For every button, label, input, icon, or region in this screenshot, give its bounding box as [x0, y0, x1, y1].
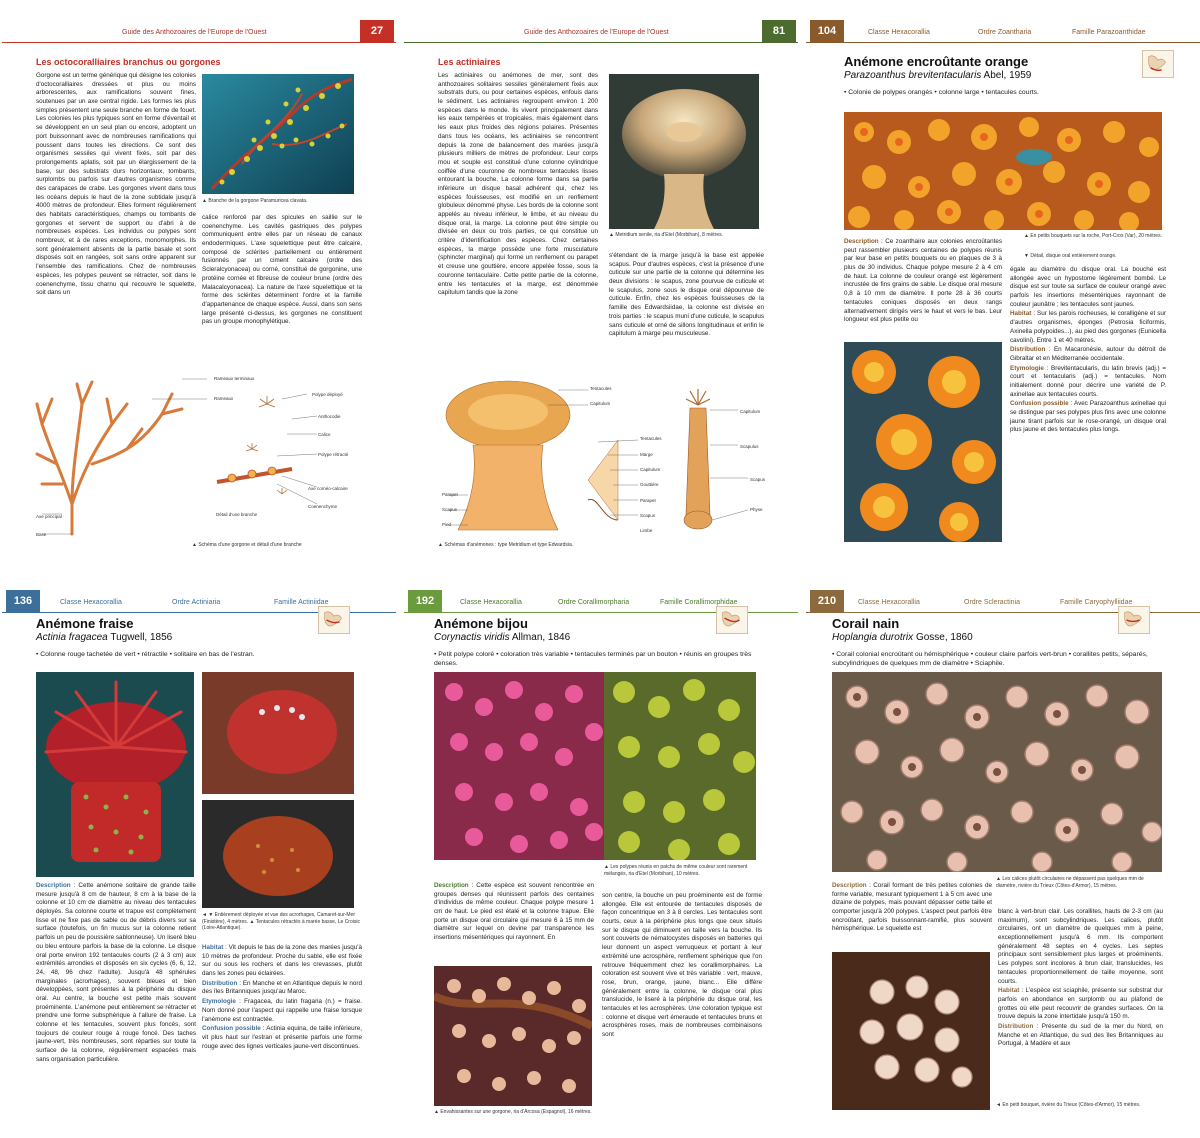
etymologie-paragraph: [1010, 365, 1166, 400]
etymologie-label: Etymologie: [1010, 364, 1044, 372]
distribution-label: Distribution: [1010, 346, 1046, 354]
habitat-label: Habitat: [202, 944, 224, 951]
description-text: : Ce zoanthaire aux colonies encroûtantes peut rassembler plusieurs centaines de polypes réunis par leur base en petits bouquets ou en plaques de 3 à plus de 30 individus. Chaque polype mesure 2 à 4 cm de haut. La colonne de couleur orangé est légèrement incrustée de fins grains de sable. Le disque oral mesure 0,8 à 10 mm de diamètre. Il porte 28 à 36 courts tentacules coniques disposés en deux rangs alternativement dirigés vers le haut et vers le bas. Leur longueur est plus petite ou: [844, 238, 1002, 324]
description-text: : Cette anémone solitaire de grande taille mesure jusqu'à 8 cm de hauteur, 8 cm à la base de la colonne et 10 cm de diamètre au niveau des tentacules déployés. Sa colonne courte et trapue est complètement lisse et ne fixe pas de sable ou de débris divers sur sa surface (toutefois, un fin mucus sur la colonne retient parfois un peu de poussière sablonneuse). Un liseré bleu ou bleu entoure parfois la base de la colonne. Le disque oral porte environ 192 tentacules courts (2 à 3 cm) aux extrémités arrondies et disposés en six cycles (6, 6, 12, 24, 48, 96 chez l'adulte). Jusqu'à 48 sphérules marginales (acrorhages), souvent bleues et bien développées, sont présentes à la périphérie du disque oral. Au centre, la bouche est petite mais souvent proéminente. L'anémone peut entièrement se rétracter et prendre une forme subsphérique à l'allure de fraise. La colonne et les tentacules, souvent plus foncés, sont toujours de couleur rouge à rouge foncé. Des taches jaune-vert, très nombreuses, sont réparties sur toute la surface de la colonne, régulièrement espacées mais sans organisation particulière.: [36, 882, 196, 1063]
body-text-col2: calice renforcé par des spicules en saillie sur le coenenchyme. Les cavités gastriques des polypes communiquent entre elles par un réseau de canaux endodermiques. L'axe squelettique peut être calcaire, composé de sclérites partiellement ou entièrement fusionnés par un ciment calcaire (ordre des Scleralcyonacea) ou corné, constitué de gorgonine, une protéine cornée et fibreuse de couleur brune (ordre des Malacalcyonacea). La nature de l'axe squelettique et la forme des sclérites déterminent l'ordre et la famille d'appartenance de chaque espèce. Aussi, dans son sens large présenté ci-dessus, les gorgones ne constituent pas un groupe monophylétique.: [202, 214, 362, 326]
etymologie-paragraph: [202, 998, 362, 1024]
confusion-text: : Actinia equina, de taille inférieure, vit plus haut sur l'estran et présente parfois une forme rouge avec des lignes verticales jaune-vert discontinues.: [202, 1025, 362, 1050]
distribution-text: : En Manche et en Atlantique depuis le nord des îles Britanniques jusqu'au Maroc.: [202, 979, 362, 996]
diagram-label: Parapet: [640, 498, 656, 503]
ordre-label: Ordre Zoantharia: [978, 29, 1032, 36]
species-photo-2: [434, 966, 592, 1106]
map-icon: [1118, 606, 1150, 634]
confusion-label: Confusion possible: [202, 1025, 261, 1033]
etymologie-text: : Fragacea, du latin fragaria (n.) = fraise. Nom donné pour l'aspect qui rappelle une fraise lorsque l'anémone est contractée.: [202, 998, 362, 1023]
classe-label: Classe Hexacorallia: [858, 599, 920, 606]
habitat-label: Habitat: [998, 987, 1020, 995]
species-photo-main: [36, 672, 194, 877]
author: Tugwell, 1856: [110, 632, 173, 643]
page-number: 81: [762, 20, 796, 42]
species-photo-main: [844, 112, 1162, 230]
author: Gosse, 1860: [915, 632, 973, 643]
diagram-label: Tentacules: [590, 386, 612, 391]
diagram-label: Scapulus: [740, 444, 759, 449]
species-latin: [434, 632, 570, 643]
confusion-paragraph: [1010, 400, 1166, 435]
latin-name: Parazoanthus brevitentacularis: [844, 70, 982, 81]
map-icon: [1142, 50, 1174, 78]
body-text-col2: [202, 944, 362, 1132]
diagram-label: Base: [36, 532, 47, 537]
gorgone-diagram: [32, 374, 362, 539]
etymologie-text: : Brevitentacularis, du latin brevis (adj.) = court et tentacularis (adj.) = tentacules. Nom initialement donné pour décrire une variété de P. axinellae aux tentacules courts.: [1010, 364, 1166, 398]
ordre-label: Ordre Scleractinia: [964, 599, 1021, 606]
diagram-label: Limbe: [640, 528, 653, 533]
diagram-label: Marge: [640, 452, 653, 457]
habitat-text: : Vit depuis le bas de la zone des marées jusqu'à 10 mètres de profondeur. Proche du sable, elle est fixée sur ou sous les rochers et dans les crevasses, plutôt dans les zones peu éclairées.: [202, 944, 362, 978]
page-number: 136: [6, 590, 40, 612]
description-label: Description: [36, 882, 71, 889]
photo-caption-2: ▼ Détail, disque oral entièrement orange.: [1024, 253, 1117, 259]
diagram-caption: ▲ Schémas d'anémones : type Metridium et type Edwardsia.: [438, 542, 574, 548]
map-icon: [716, 606, 748, 634]
traits: • Colonne rouge tachetée de vert • rétractile • solitaire en bas de l'estran.: [36, 651, 255, 658]
page-210: [806, 572, 1200, 1134]
diagram-caption: ▲ Schéma d'une gorgone et détail d'une branche: [192, 542, 302, 548]
traits: • Colonie de polypes orangés • colonne large • tentacules courts.: [844, 89, 1039, 96]
latin-name: Corynactis viridis: [434, 632, 510, 643]
running-header: Guide des Anthozoaires de l'Europe de l'Ouest: [524, 29, 669, 36]
page-192: [404, 572, 798, 1134]
diagram-label: Parapet: [442, 492, 458, 497]
diagram-label: Gouttière: [640, 482, 659, 487]
habitat-label: Habitat: [1010, 310, 1032, 318]
distribution-label: Distribution: [202, 979, 238, 987]
description: [434, 882, 594, 962]
description-text: : Cette espèce est souvent rencontrée en groupes denses qui réunissent parfois des centaines d'individus de même couleur. Chaque polype mesure 1 cm de haut. Le pied est étalé et la colonne trapue. Elle porte un disque oral circulaire qui mesure 6 à 15 mm de diamètre sur lequel on devine par transparence les insertions mésentériques qui rayonnent. En: [434, 882, 594, 942]
etymologie-label: Etymologie: [202, 998, 236, 1006]
page-number: 27: [360, 20, 394, 42]
distribution-text: : En Macaronésie, autour du détroit de Gibraltar et en Méditerranée occidentale.: [1010, 346, 1166, 362]
photo-caption: ▲ Branche de la gorgone Paramuricea clavata.: [202, 198, 308, 204]
traits: • Corail colonial encroûtant ou hémisphérique • couleur claire parfois vert-brun • corallites petits, séparés, subcylindriques de quelques mm de diamètre • Sciaphile.: [832, 651, 1148, 668]
running-header: Guide des Anthozoaires de l'Europe de l'Ouest: [122, 29, 267, 36]
classe-label: Classe Hexacorallia: [868, 29, 930, 36]
diagram-label: Capitulum: [590, 401, 611, 406]
map-icon: [318, 606, 350, 634]
species-name: Anémone fraise: [36, 616, 134, 631]
habitat-text: : Sur les parois rocheuses, le coralligène et sur d'autres organismes, éponges (Petrosia ficiformis, Axinella polypoides...), au pied des gorgones (Eunicella cavolini). Entre 1 et 40 mètres.: [1010, 310, 1166, 344]
ordre-label: Ordre Actiniaria: [172, 599, 221, 606]
section-title: Les octocoralliaires branchus ou gorgones: [36, 57, 221, 67]
description: [844, 238, 1002, 338]
diagram-label: Scapus: [640, 513, 656, 518]
diagram-label: Physe: [750, 507, 763, 512]
diagram-label: Scapus: [442, 507, 458, 512]
diagram-label: Capitulum: [640, 467, 661, 472]
diagram-label: Pied: [442, 522, 452, 527]
species-name: Anémone encroûtante orange: [844, 54, 1029, 69]
confusion-paragraph: [202, 1025, 362, 1051]
diagram-label: Polype rétracté: [318, 452, 349, 457]
anemone-diagram: [438, 370, 768, 535]
photo-caption: ▲ Les calices plutôt circulaires ne dépassent pas quelques mm de diamètre, rivière du Trieux (Côtes-d'Armor), 15 mètres.: [996, 876, 1144, 889]
page-number: 104: [810, 20, 844, 42]
diagram-label: Polype déployé: [312, 392, 343, 397]
description-continued: blanc à vert-brun clair. Les corallites, hauts de 2-3 cm (au maximum), sont subcylindriques. Les calices, plutôt circulaires, ont un diamètre de quelques mm à peine, exceptionnellement jusqu'à 6 mm. Ils comportent généralement 48 septes en 4 cycles. Les septes principaux sont sensiblement plus larges et proéminents. Les polypes sont incolores à brun clair, translucides, les tentacules proportionnellement de taille moyenne, sont courts.: [998, 908, 1163, 985]
distribution-text: : Présente du sud de la mer du Nord, en Manche et en Atlantique, du sud des îles Britanniques au Portugal, à Madère et aux: [998, 1022, 1163, 1048]
latin-name: Hoplangia durotrix: [832, 632, 914, 643]
classe-label: Classe Hexacorallia: [60, 599, 122, 606]
species-photo-main: [832, 672, 1162, 872]
body-text-col2: [1010, 266, 1166, 546]
description-text: : Corail formant de très petites colonies de forme variable, mesurant typiquement 1 à 5 cm avec une dizaine de polypes, mais pouvant dépasser cette taille et comporter jusqu'à 200 polypes. L'aspect peut parfois être encroûtant, parfois buissonnant-ramifié, plus souvent hémisphérique. Le squelette est: [832, 882, 992, 933]
header-rule: [806, 42, 1200, 43]
habitat-paragraph: [202, 944, 362, 979]
body-text-col2: [998, 908, 1163, 1098]
author: Abel, 1959: [983, 70, 1032, 81]
species-latin: [36, 632, 172, 643]
photo-caption: ▲ Metridium senile, ria d'Etel (Morbihan), 8 mètres.: [609, 232, 723, 238]
species-photo-2: [202, 672, 354, 794]
species-photo-detail: [844, 342, 1002, 542]
photo-caption: ▲ Les polypes réunis en patchs de même couleur sont rarement mélangés, ria d'Etel (Morbihan), 10 mètres.: [604, 864, 748, 877]
distribution-paragraph: [202, 980, 362, 997]
metridium-photo: [609, 74, 759, 229]
photo-caption-2: ▲ Envahissantes sur une gorgone, ria d'Arcosa (Espagnol), 16 mètres.: [434, 1109, 592, 1115]
page-104: [806, 2, 1200, 564]
diagram-label: Rameaux: [214, 396, 234, 401]
species-name: Anémone bijou: [434, 616, 528, 631]
famille-label: Famille Actiniidae: [274, 599, 329, 606]
description-label: Description: [844, 238, 879, 245]
diagram-label: Tentacules: [640, 436, 662, 441]
body-text-col2: son centre, la bouche un peu proéminente est de forme allongée. Elle est entourée de tentacules disposés de façon concentrique en 3 à 8 cercles. Les tentacules sont courts, ceux à la périphérie plus longs que ceux situés sur le disque qui diminuent en taille vers la bouche. Ils sont couverts de nématocystes disposés en batteries qui leur donnent un aspect verruqueux et portant à leur extrémité une acrosphère, renflement sphérique que l'on retrouve fréquemment chez les corallimorphaires. La coloration est souvent vive et très variable : vert, mauve, rose, brun, orange, jaune, blanc... Elle diffère généralement entre la colonne, le disque oral plus translucide, le liseré à la périphérie du disque oral, les tentacules et les acrosphères. Une coloration typique est : colonne et disque vert émeraude et tentacules bruns et acrosphères roses, mais de nombreuses combinaisons sont: [602, 892, 762, 1038]
confusion-text: : Avec Parazoanthus axinellae qui se distingue par ses polypes plus fins avec une colonne jaune tirant parfois sur le rose-orangé, un disque oral plus jaune et des tentacules plus longs.: [1010, 400, 1166, 434]
description: [36, 882, 196, 1132]
header-rule: [2, 42, 396, 43]
habitat-paragraph: [1010, 310, 1166, 345]
diagram-label: Scapus: [750, 477, 766, 482]
page-136: [2, 572, 396, 1134]
photo-caption: ◄ ▼ Entièrement déployée et vue des acrorhages, Camaret-sur-Mer (Finistère), 4 mètres. ▲ Tentacules rétractés à marée basse, Le Croisic (Loire-Atlantique).: [202, 912, 360, 931]
description-continued: égale au diamètre du disque oral. La bouche est allongée avec un hypostome légèrement bombé. Le disque est sur toute sa surface de couleur orangé avec parfois les insertions mésentériques rayonnant de couleur jaunâtre ; les tentacules sont jaunes.: [1010, 266, 1166, 308]
famille-label: Famille Corallimorphidae: [660, 599, 738, 606]
habitat-paragraph: [998, 987, 1163, 1022]
diagram-label: Détail d'une branche: [216, 512, 258, 517]
page-27: [2, 2, 396, 564]
section-title: Les actiniaires: [438, 57, 501, 67]
distribution-paragraph: [1010, 346, 1166, 363]
species-latin: [844, 70, 1031, 81]
body-text-col2: s'étendant de la marge jusqu'à la base est appelée scapus. Pour d'autres espèces, c'est la présence d'une cuticule sur une partie de la colonne qui détermine les deux divisions : le scapus, zone pourvue de cuticule et le scapulus, zone sous le disque oral dépourvue de cuticule. Enfin, chez les espèces fouisseuses de la famille des Edwardsiidae, la colonne est divisée en trois parties : le scapus muni d'une cuticule, le scapulus sans cuticule et orné de sillons longitudinaux et enfin le capitulum à marge peu musculeuse.: [609, 252, 764, 338]
page-number: 192: [408, 590, 442, 612]
species-photo-2: [832, 952, 990, 1110]
photo-caption-2: ◄ En petit bouquet, rivière du Trieux (Côtes-d'Armor), 15 mètres.: [996, 1102, 1141, 1108]
body-text-col1: Gorgone est un terme générique qui désigne les colonies d'octocoralliaires dressées et plus ou moins arborescentes, aux ramifications souvent fines, soutenues par un axe central rigide. Les formes les plus simples présentent une seule branche en forme de fouet. Les colonies les plus typiques sont en forme d'éventail et se développent en un seul plan ou encore, adoptent un port buissonnant avec de nombreuses ramifications qui poussent dans toutes les directions. Ce sont des organismes sessiles qui vivent fixés, soit par des prolongements aplatis, soit par un élargissement de la base, sur des substrats durs horizontaux, tombants, surplombs ou parfois sur d'autres organismes comme des carapaces de crabe. Les gorgones vivent dans tous les océans depuis le haut de la zone subtidale jusqu'à 4000 mètres de profondeur. Elles forment régulièrement des habitats caractéristiques, champs ou tombants de gorgones et servent de support ou d'abri à de nombreuses espèces. Les individus ou polypes sont nombreux, et à de rares exceptions, monomorphes. Ils sont généralement absents de la partie basale et sont disposés soit en rangées, soit sans ordre apparent sur l'ensemble des ramifications. Chez de nombreuses espèces, les polypes peuvent se rétracter, soit dans le coenenchyme, tissu charnu qui recouvre le squelette, soit dans un: [36, 72, 196, 297]
page-81: [404, 2, 798, 564]
distribution-paragraph: [998, 1023, 1163, 1049]
body-text-col1: Les actiniaires ou anémones de mer, sont des anthozoaires solitaires sessiles généralement fixés aux substrats durs, ou pour certaines espèces, enfouis dans le sédiment. Les actiniaires regroupent environ 1 200 espèces dans le monde. Ils vivent principalement dans les eaux tempérées et tropicales, mais également dans les eaux plus froides des régions polaires. Présentes dans tous les océans, les actiniaires se rencontrent depuis la zone de balancement des marées jusqu'à plusieurs milliers de mètres de profondeur. Leur corps mou et souple est constitué d'une colonne cylindrique coiffée d'une couronne de nombreux tentacules lisses entourant la bouche. La colonne forme dans sa partie inférieure un disque basal adhérent qui, chez les espèces fouisseuses, est modifié en un renflement globuleux dénommé physe. Les bords de la colonne sont appelés au niveau inférieur, le limbe, et au niveau du disque oral, la marge. La colonne peut être simple ou divisée en deux ou trois parties, ce qui constitue un critère d'identification des espèces. Chez certaines espèces, la marge possède une forte musculature (sphincter marginal) qui forme un renflement ou parapet et creuse une gouttière, encore appelée fosse, sous la couronne tentaculaire. Cette petite partie de la colonne, entre les tentacules et la marge, est dénommée capitulum tandis que la zone: [438, 72, 598, 297]
habitat-text: : L'espèce est sciaphile, présente sur substrat dur parfois en abondance en surplomb ou au plafond de grottes où elle peut recouvrir de grandes surfaces. On la trouve depuis la zone intertidale jusqu'à 150 m.: [998, 987, 1163, 1021]
description-label: Description: [832, 882, 867, 889]
confusion-label: Confusion possible: [1010, 400, 1069, 408]
distribution-label: Distribution: [998, 1022, 1034, 1030]
diagram-label: Axe principal: [36, 514, 62, 519]
gorgone-photo: [202, 74, 354, 194]
photo-caption: ▲ En petits bouquets sur la roche, Port-Cros (Var), 20 mètres.: [1024, 233, 1162, 239]
species-latin: [832, 632, 973, 643]
classe-label: Classe Hexacorallia: [460, 599, 522, 606]
diagram-label: Anthocodie: [318, 414, 341, 419]
species-photo-3: [202, 800, 354, 908]
diagram-label: Calice: [318, 432, 331, 437]
header-rule: [404, 42, 798, 43]
description: [832, 882, 992, 948]
diagram-label: Axe cornéo-calcaire: [308, 486, 348, 491]
species-photo-main: [434, 672, 756, 860]
diagram-label: Rameaux terminaux: [214, 376, 255, 381]
diagram-label: Coenenchyme: [308, 504, 338, 509]
famille-label: Famille Caryophylliidae: [1060, 599, 1133, 606]
species-name: Corail nain: [832, 616, 900, 631]
diagram-label: Capitulum: [740, 409, 761, 414]
traits: • Petit polype coloré • coloration très variable • tentacules terminés par un bouton • réunis en groupes très denses.: [434, 651, 752, 668]
famille-label: Famille Parazoanthidae: [1072, 29, 1146, 36]
latin-name: Actinia fragacea: [36, 632, 108, 643]
ordre-label: Ordre Corallimorpharia: [558, 599, 630, 606]
page-number: 210: [810, 590, 844, 612]
author: Allman, 1846: [511, 632, 571, 643]
description-label: Description: [434, 882, 469, 889]
